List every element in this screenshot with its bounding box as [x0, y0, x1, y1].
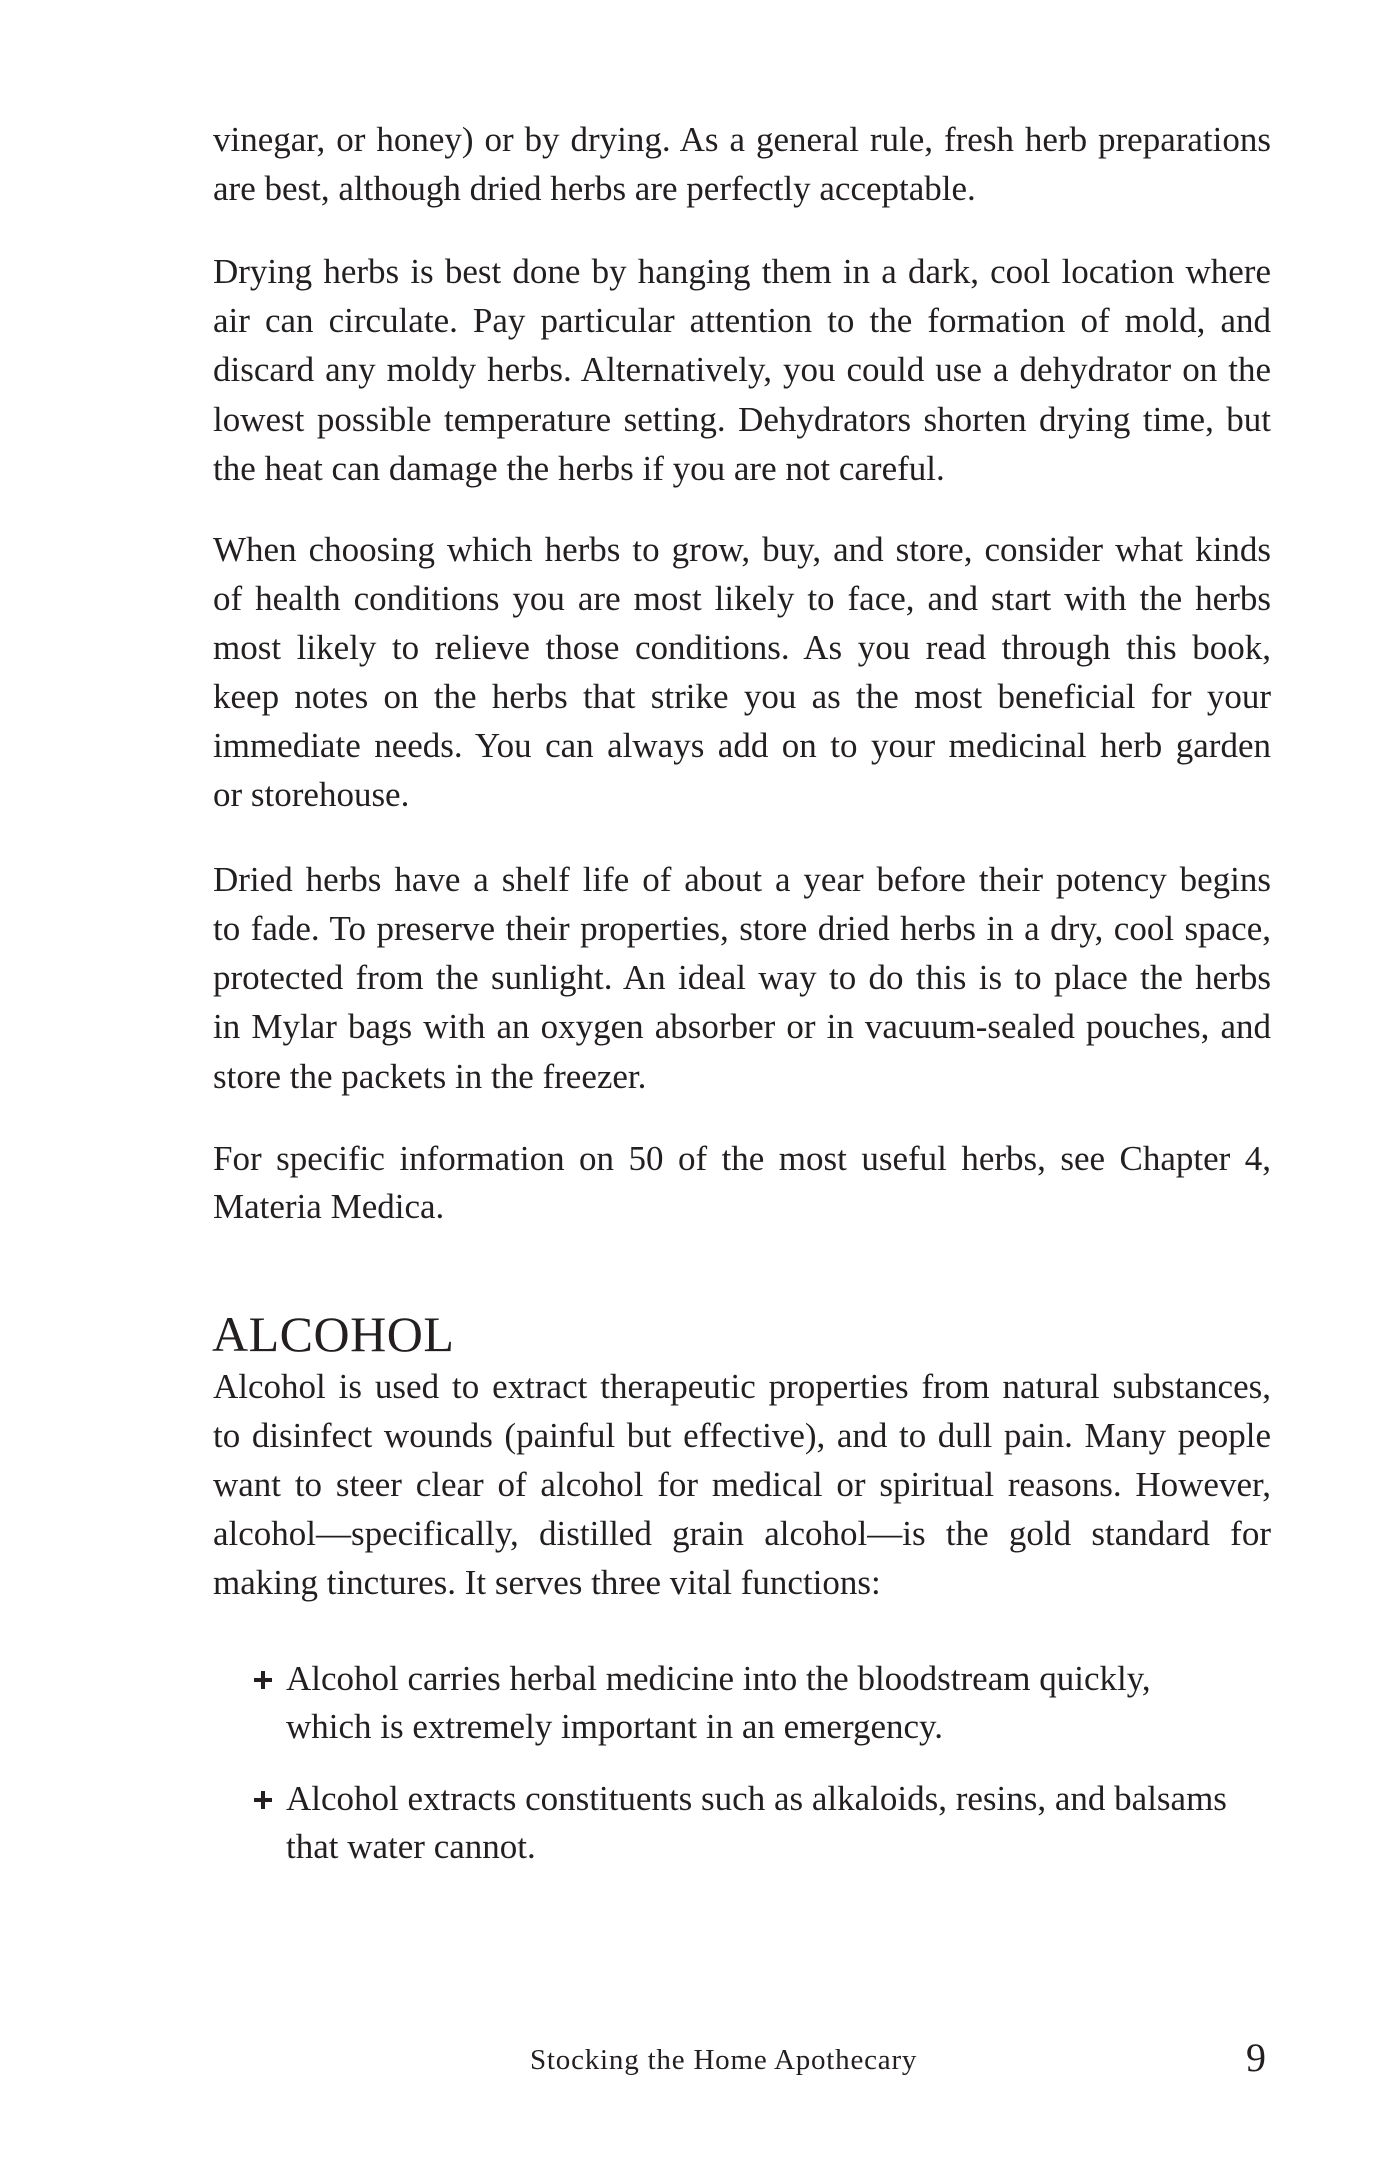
text-line: most likely to relieve those conditions. As you read through this book,: [213, 628, 1271, 667]
text-line: Dried herbs have a shelf life of about a year before their potency begins: [213, 860, 1271, 899]
text-line: store the packets in the freezer.: [213, 1057, 647, 1096]
text-line: in Mylar bags with an oxygen absorber or in vacuum-sealed pouches, and: [213, 1007, 1271, 1046]
text-line: keep notes on the herbs that strike you as the most beneficial for your: [213, 677, 1271, 716]
text-line: discard any moldy herbs. Alternatively, you could use a dehydrator on the: [213, 350, 1271, 389]
text-line: want to steer clear of alcohol for medical or spiritual reasons. However,: [213, 1465, 1271, 1504]
running-title: Stocking the Home Apothecary: [530, 2044, 918, 2076]
text-line: Alcohol extracts constituents such as alkaloids, resins, and balsams: [286, 1779, 1227, 1818]
text-line: Alcohol is used to extract therapeutic properties from natural substances,: [213, 1367, 1271, 1406]
text-line: For specific information on 50 of the most useful herbs, see Chapter 4,: [213, 1139, 1271, 1178]
text-line: When choosing which herbs to grow, buy, and store, consider what kinds: [213, 530, 1271, 569]
text-line: the heat can damage the herbs if you are not careful.: [213, 449, 945, 488]
text-line: lowest possible temperature setting. Dehydrators shorten drying time, but: [213, 400, 1271, 439]
page-number: 9: [1246, 2035, 1266, 2080]
section-heading: ALCOHOL: [212, 1306, 455, 1362]
text-line: Materia Medica.: [213, 1187, 445, 1226]
text-line: Drying herbs is best done by hanging them in a dark, cool location where: [213, 252, 1271, 291]
plus-bullet-icon: [254, 1671, 272, 1689]
text-line: which is extremely important in an emergency.: [286, 1707, 944, 1746]
text-line: vinegar, or honey) or by drying. As a general rule, fresh herb preparations: [213, 120, 1271, 159]
text-line: protected from the sunlight. An ideal way to do this is to place the herbs: [213, 958, 1271, 997]
text-line: to disinfect wounds (painful but effective), and to dull pain. Many people: [213, 1416, 1271, 1455]
text-line: air can circulate. Pay particular attention to the formation of mold, and: [213, 301, 1271, 340]
text-line: that water cannot.: [286, 1827, 536, 1866]
text-line: to fade. To preserve their properties, store dried herbs in a dry, cool space,: [213, 909, 1271, 948]
text-line: alcohol—specifically, distilled grain alcohol—is the gold standard for: [213, 1514, 1271, 1553]
text-line: are best, although dried herbs are perfectly acceptable.: [213, 169, 976, 208]
plus-bullet-icon: [254, 1791, 272, 1809]
text-line: Alcohol carries herbal medicine into the bloodstream quickly,: [286, 1659, 1151, 1698]
text-line: of health conditions you are most likely to face, and start with the herbs: [213, 579, 1271, 618]
text-line: making tinctures. It serves three vital functions:: [213, 1563, 881, 1602]
text-line: or storehouse.: [213, 775, 410, 814]
text-line: immediate needs. You can always add on to your medicinal herb garden: [213, 726, 1271, 765]
